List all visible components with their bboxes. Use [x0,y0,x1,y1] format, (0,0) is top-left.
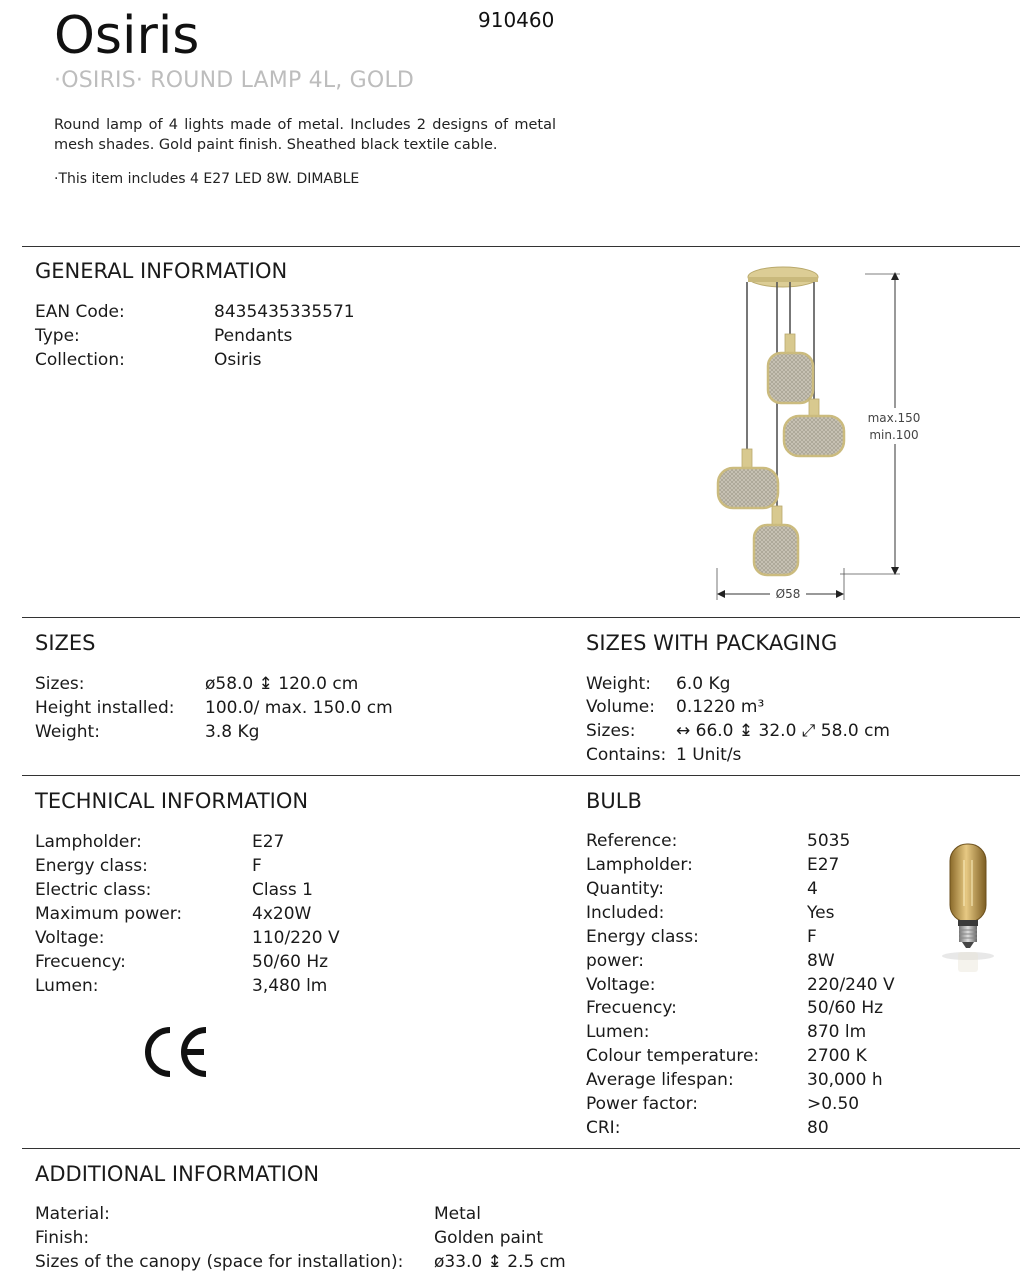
product-subtitle: ·OSIRIS· ROUND LAMP 4L, GOLD [54,68,415,93]
row-label: Sizes of the canopy (space for installation): [35,1252,404,1272]
row-value: 2700 K [807,1046,867,1066]
height-min-label: min.100 [869,428,919,442]
divider [22,246,1020,247]
mesh-shade [784,416,844,456]
arrow-up-icon [891,272,899,280]
row-label: Colour temperature: [586,1046,760,1066]
lamp-socket [785,334,795,354]
bulb-title: BULB [586,789,642,813]
row-label: Sizes: [35,674,85,694]
row-value: Yes [807,903,835,923]
divider [22,775,1020,776]
product-description: Round lamp of 4 lights made of metal. Includes 2 designs of metal mesh shades. Gold paint finish. Sheathed black textile cable. [54,117,556,153]
row-label: Voltage: [586,975,656,995]
row-value: 50/60 Hz [807,998,884,1018]
row-value: 1 Unit/s [676,745,742,765]
row-value: Metal [434,1204,481,1224]
row-value: Pendants [214,326,293,346]
row-label: Sizes: [586,721,636,741]
row-value: >0.50 [807,1094,860,1114]
sizes-title: SIZES [35,631,96,655]
row-label: Lumen: [35,976,99,996]
product-note: ·This item includes 4 E27 LED 8W. DIMABLE [54,171,360,187]
row-label: Weight: [586,674,651,694]
row-value: 8435435335571 [214,302,355,322]
row-value: F [252,856,262,876]
product-title: Osiris [54,6,200,66]
technical-info-title: TECHNICAL INFORMATION [35,789,309,813]
row-value: E27 [252,832,285,852]
row-value: 6.0 Kg [676,674,731,694]
row-label: Volume: [586,697,655,717]
row-label: Frecuency: [586,998,677,1018]
row-label: Energy class: [586,927,699,947]
row-label: power: [586,951,644,971]
row-label: Height installed: [35,698,175,718]
row-label: Maximum power: [35,904,183,924]
diameter-label: Ø58 [775,587,801,601]
row-label: Lumen: [586,1022,650,1042]
row-label: Weight: [35,722,100,742]
row-value: 4 [807,879,818,899]
canopy-rim [748,277,818,282]
row-value: Osiris [214,350,262,370]
led-bulb-icon [932,840,1004,980]
row-value: 30,000 h [807,1070,883,1090]
row-value: 3,480 lm [252,976,328,996]
row-value: 0.1220 m³ [676,697,765,717]
row-label: Contains: [586,745,667,765]
row-label: Lampholder: [35,832,142,852]
row-value: Class 1 [252,880,313,900]
row-value: Golden paint [434,1228,544,1248]
arrow-left-icon [717,590,725,598]
row-label: Type: [35,326,80,346]
divider [22,617,1020,618]
arrow-right-icon [836,590,844,598]
row-value: ø33.0 ↨ 2.5 cm [434,1252,566,1272]
general-info-title: GENERAL INFORMATION [35,259,288,283]
additional-info-title: ADDITIONAL INFORMATION [35,1162,320,1186]
row-label: Power factor: [586,1094,699,1114]
mesh-shade [768,353,813,403]
product-reference: 910460 [478,8,555,32]
row-label: Frecuency: [35,952,126,972]
lamp-socket [772,506,782,526]
packaging-title: SIZES WITH PACKAGING [586,631,838,655]
row-label: CRI: [586,1118,621,1138]
ce-mark-icon [140,1024,212,1080]
row-value: 220/240 V [807,975,895,995]
divider [22,1148,1020,1149]
row-value: E27 [807,855,840,875]
row-value: 5035 [807,831,851,851]
row-label: Quantity: [586,879,664,899]
row-label: Included: [586,903,665,923]
row-label: Collection: [35,350,125,370]
row-label: Electric class: [35,880,152,900]
row-value: 8W [807,951,835,971]
row-value: F [807,927,817,947]
mesh-shade [754,525,798,575]
row-label: Reference: [586,831,678,851]
row-label: Energy class: [35,856,148,876]
row-value: 100.0/ max. 150.0 cm [205,698,393,718]
row-value: 50/60 Hz [252,952,329,972]
row-label: Lampholder: [586,855,693,875]
row-value: 110/220 V [252,928,340,948]
row-label: Voltage: [35,928,105,948]
row-value: 870 lm [807,1022,867,1042]
height-max-label: max.150 [867,411,921,425]
row-value: 4x20W [252,904,312,924]
lamp-socket [742,449,752,469]
row-label: Average lifespan: [586,1070,734,1090]
row-value: 80 [807,1118,829,1138]
pendant-lamp-diagram [700,258,940,608]
row-value: ↔ 66.0 ↨ 32.0 ⤢ 58.0 cm [676,721,890,741]
row-value: ø58.0 ↨ 120.0 cm [205,674,359,694]
row-value: 3.8 Kg [205,722,260,742]
lamp-socket [809,399,819,417]
row-label: Material: [35,1204,110,1224]
mesh-shade [718,468,778,508]
row-label: Finish: [35,1228,90,1248]
row-label: EAN Code: [35,302,125,322]
